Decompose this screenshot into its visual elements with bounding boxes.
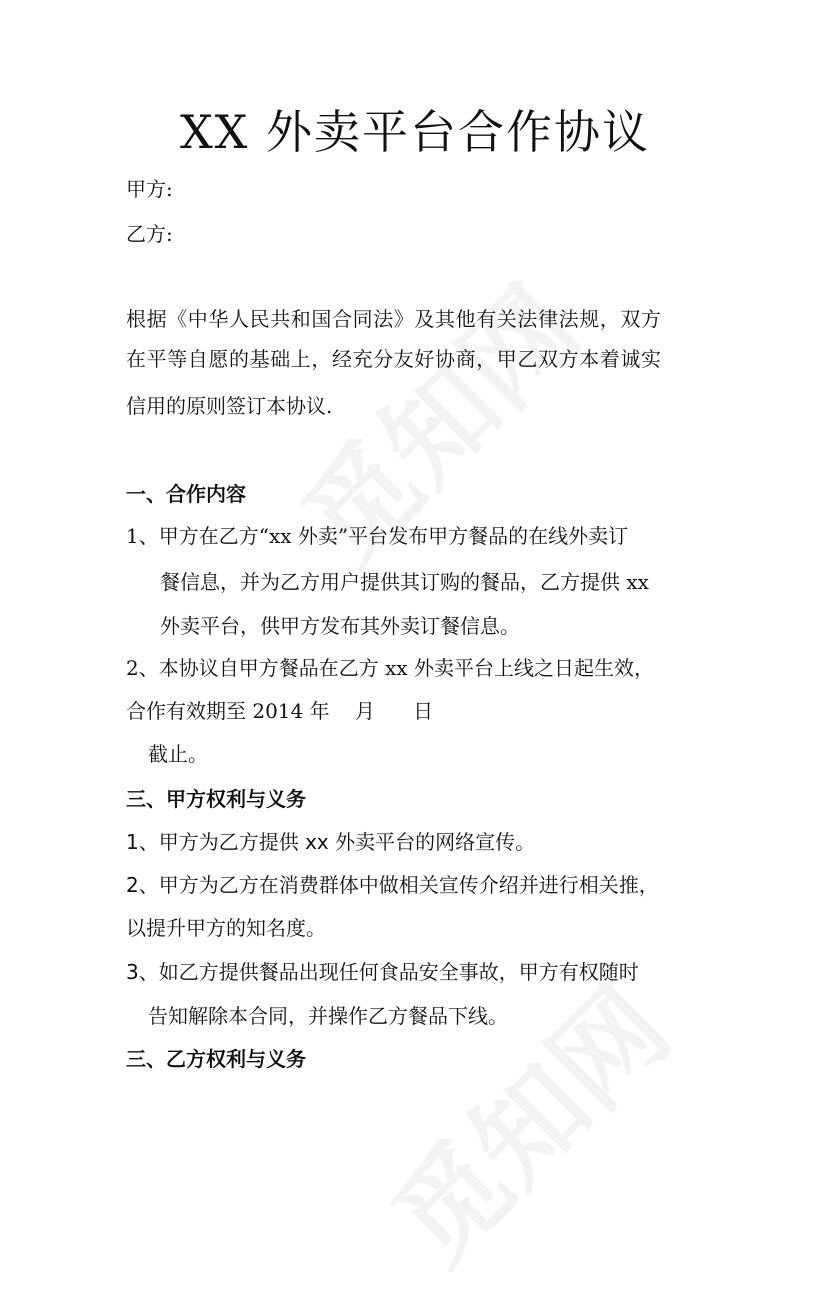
party-a-label: 甲方: [126, 177, 173, 201]
clause-line: 3、如乙方提供餐品出现任何食品安全事故，甲方有权随时 [126, 960, 639, 984]
clause-line: 1、甲方为乙方提供 xx 外卖平台的网络宣传。 [126, 830, 536, 854]
preamble-line: 信用的原则签订本协议. [126, 394, 333, 418]
clause-line: 合作有效期至 2014 年 月 日 [126, 699, 434, 723]
section-heading: 一、合作内容 [126, 482, 246, 506]
clause-line: 餐信息，并为乙方用户提供其订购的餐品，乙方提供 xx [160, 570, 649, 594]
clause-line: 2、甲方为乙方在消费群体中做相关宣传介绍并进行相关推， [126, 873, 659, 897]
preamble-line: 在平等自愿的基础上，经充分友好协商，甲乙双方本着诚实 [126, 347, 662, 371]
clause-line: 2、本协议自甲方餐品在乙方 xx 外卖平台上线之日起生效， [126, 656, 654, 680]
clause-line: 以提升甲方的知名度。 [126, 916, 326, 940]
preamble-line: 根据《中华人民共和国合同法》及其他有关法律法规，双方 [126, 307, 662, 331]
clause-line: 截止。 [148, 742, 208, 766]
section-heading: 三、甲方权利与义务 [126, 787, 306, 811]
clause-line: 外卖平台，供甲方发布其外卖订餐信息。 [160, 614, 520, 638]
section-heading: 三、乙方权利与义务 [126, 1047, 306, 1071]
document-title: XX 外卖平台合作协议 [179, 105, 651, 159]
clause-line: 1、甲方在乙方“xx 外卖”平台发布甲方餐品的在线外卖订 [126, 524, 629, 548]
watermark [352, 946, 697, 1291]
clause-line: 告知解除本合同，并操作乙方餐品下线。 [148, 1004, 508, 1028]
party-b-label: 乙方: [126, 222, 173, 246]
